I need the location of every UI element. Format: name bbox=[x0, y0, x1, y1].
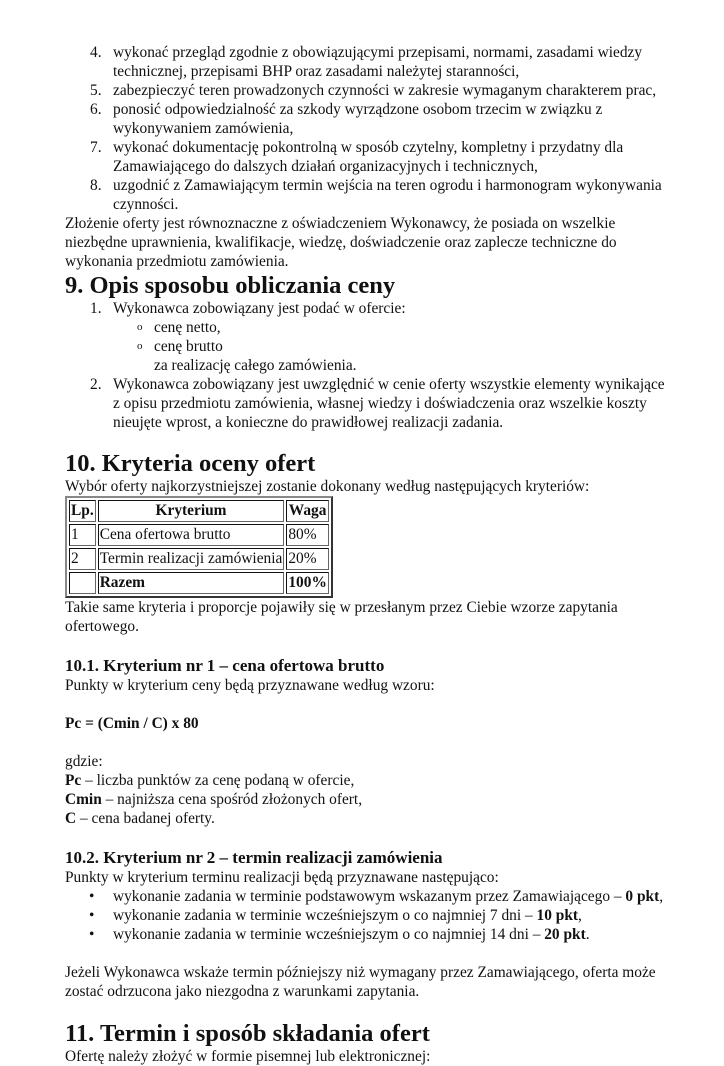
sublist-item: o cenę netto, bbox=[137, 319, 221, 336]
list-item: 2. Wykonawca zobowiązany jest uwzględnić w cenie oferty wszystkie elementy wynikające z opisu przedmiotu zamówienia, własnej wiedzy i doświadczenia oraz wszelkie koszty nieujęte wprost, a konieczne do prawidłowej realizacji zadania. bbox=[90, 376, 665, 431]
table-row: 1 Cena ofertowa brutto 80% bbox=[69, 524, 329, 546]
bullet-icon: • bbox=[89, 907, 95, 924]
list-item: • wykonanie zadania w terminie wcześniejszym o co najmniej 7 dni – 10 pkt, bbox=[89, 907, 582, 924]
header-lp: Lp. bbox=[69, 500, 96, 522]
header-kryterium: Kryterium bbox=[98, 500, 285, 522]
list-item: • wykonanie zadania w terminie wcześniejszym o co najmniej 14 dni – 20 pkt. bbox=[89, 926, 590, 943]
price-formula: Pc = (Cmin / C) x 80 bbox=[65, 715, 199, 732]
header-waga: Waga bbox=[286, 500, 328, 522]
table-total-row: Razem 100% bbox=[69, 572, 329, 594]
definition-item: C – cena badanej oferty. bbox=[65, 810, 215, 827]
section-10-2-heading: 10.2. Kryterium nr 2 – termin realizacji zamówienia bbox=[65, 848, 443, 867]
section-10-note: Takie same kryteria i proporcje pojawiły się w przesłanym przez Ciebie wzorze zapytania ofertowego. bbox=[65, 599, 618, 635]
bullet-icon: • bbox=[89, 926, 95, 943]
section-11-intro: Ofertę należy złożyć w formie pisemnej lub elektronicznej: bbox=[65, 1048, 431, 1065]
table-row: 2 Termin realizacji zamówienia 20% bbox=[69, 548, 329, 570]
list-item: 7. wykonać dokumentację pokontrolną w sposób czytelny, kompletny i przydatny dla Zamawiającego do dalszych działań organizacyjnych i technicznych, bbox=[90, 139, 624, 175]
section-10-intro: Wybór oferty najkorzystniejszej zostanie dokonany według następujących kryteriów: bbox=[65, 478, 590, 495]
definition-item: Pc – liczba punktów za cenę podaną w ofercie, bbox=[65, 772, 355, 789]
circle-bullet-icon: o bbox=[137, 340, 143, 352]
list-item: 1. Wykonawca zobowiązany jest podać w ofercie: o cenę netto, o cenę brutto za realizację całego zamówienia. bbox=[65, 299, 675, 375]
table-header-row bbox=[69, 500, 329, 522]
document-page bbox=[65, 43, 675, 1066]
deadline-points-list bbox=[65, 887, 675, 944]
obligations-list bbox=[65, 43, 675, 214]
sublist-note: za realizację całego zamówienia. bbox=[154, 357, 357, 374]
section-10-1-intro: Punkty w kryterium ceny będą przyznawane według wzoru: bbox=[65, 677, 435, 694]
section-11-heading: 11. Termin i sposób składania ofert bbox=[65, 1020, 430, 1047]
list-item: 8. uzgodnić z Zamawiającym termin wejścia na teren ogrodu i harmonogram wykonywania czynności. bbox=[90, 177, 662, 213]
sublist-item: o cenę brutto bbox=[137, 338, 223, 355]
definition-item: Cmin – najniższa cena spośród złożonych ofert, bbox=[65, 791, 363, 808]
section-10-heading: 10. Kryteria oceny ofert bbox=[65, 450, 316, 477]
price-sublist bbox=[137, 318, 675, 356]
list-item: 6. ponosić odpowiedzialność za szkody wyrządzone osobom trzecim w związku z wykonywaniem zamówienia, bbox=[90, 101, 603, 137]
section-10-1-heading: 10.1. Kryterium nr 1 – cena ofertowa brutto bbox=[65, 656, 385, 675]
circle-bullet-icon: o bbox=[137, 321, 143, 333]
section-10-2-intro: Punkty w kryterium terminu realizacji będą przyznawane następująco: bbox=[65, 869, 499, 886]
section-9-heading: 9. Opis sposobu obliczania ceny bbox=[65, 272, 396, 299]
criteria-table bbox=[65, 496, 333, 598]
list-item: • wykonanie zadania w terminie podstawowym wskazanym przez Zamawiającego – 0 pkt, bbox=[89, 888, 664, 905]
bullet-icon: • bbox=[89, 888, 95, 905]
late-deadline-warning: Jeżeli Wykonawca wskaże termin późniejszy niż wymagany przez Zamawiającego, oferta może zostać odrzucona jako niezgodna z warunkami zapytania. bbox=[65, 964, 656, 1000]
declaration-paragraph: Złożenie oferty jest równoznaczne z oświadczeniem Wykonawcy, że posiada on wszelkie niezbędne uprawnienia, kwalifikacje, wiedzę, doświadczenie oraz zaplecze techniczne do wykonania przedmiotu zamówienia. bbox=[65, 215, 617, 270]
list-item: 4. wykonać przegląd zgodnie z obowiązującymi przepisami, normami, zasadami wiedzy technicznej, przepisami BHP oraz zasadami należytej staranności, bbox=[90, 44, 643, 80]
where-label: gdzie: bbox=[65, 753, 103, 770]
section-9-list bbox=[65, 299, 675, 432]
list-item: 5. zabezpieczyć teren prowadzonych czynności w zakresie wymaganym charakterem prac, bbox=[90, 82, 657, 99]
